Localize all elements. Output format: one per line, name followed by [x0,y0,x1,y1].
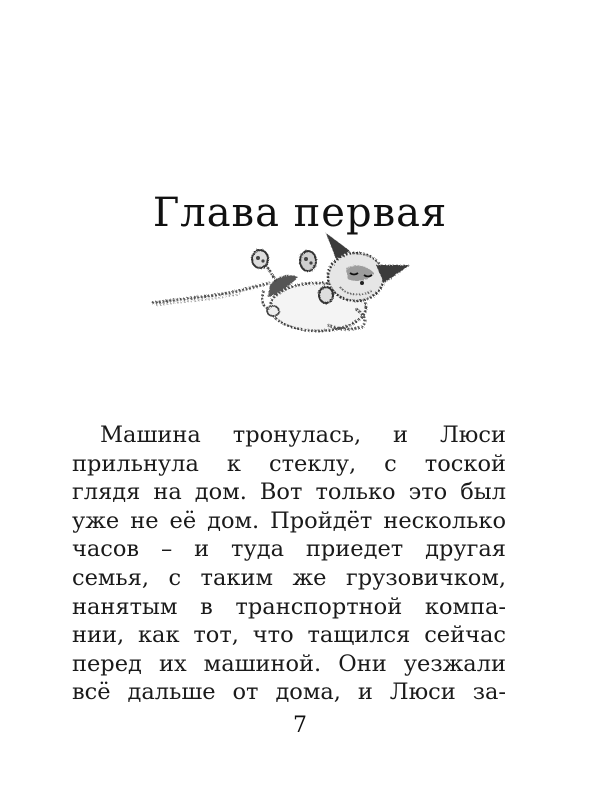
kitten-sleeping-illustration [150,225,412,345]
chapter-body-text [72,421,506,707]
text-line: всё дальше от дома, и Люси за- [72,679,506,706]
text-line: нанятым в транспортной компа- [72,593,506,620]
text-line: семья, с таким же грузовичком, [72,564,506,591]
chapter-title: Глава первая [152,189,448,236]
text-line: Машина тронулась, и Люси [100,422,506,448]
text-line: уже не её дом. Пройдёт несколько [72,507,506,534]
text-line: прильнула к стеклу, с тоской [72,450,506,477]
page-number: 7 [293,713,307,738]
text-line: часов – и туда приедет другая [72,536,506,563]
text-line: глядя на дом. Вот только это был [72,479,506,506]
text-line: нии, как тот, что тащился сейчас [72,622,506,649]
text-line: перед их машиной. Они уезжали [72,650,506,677]
